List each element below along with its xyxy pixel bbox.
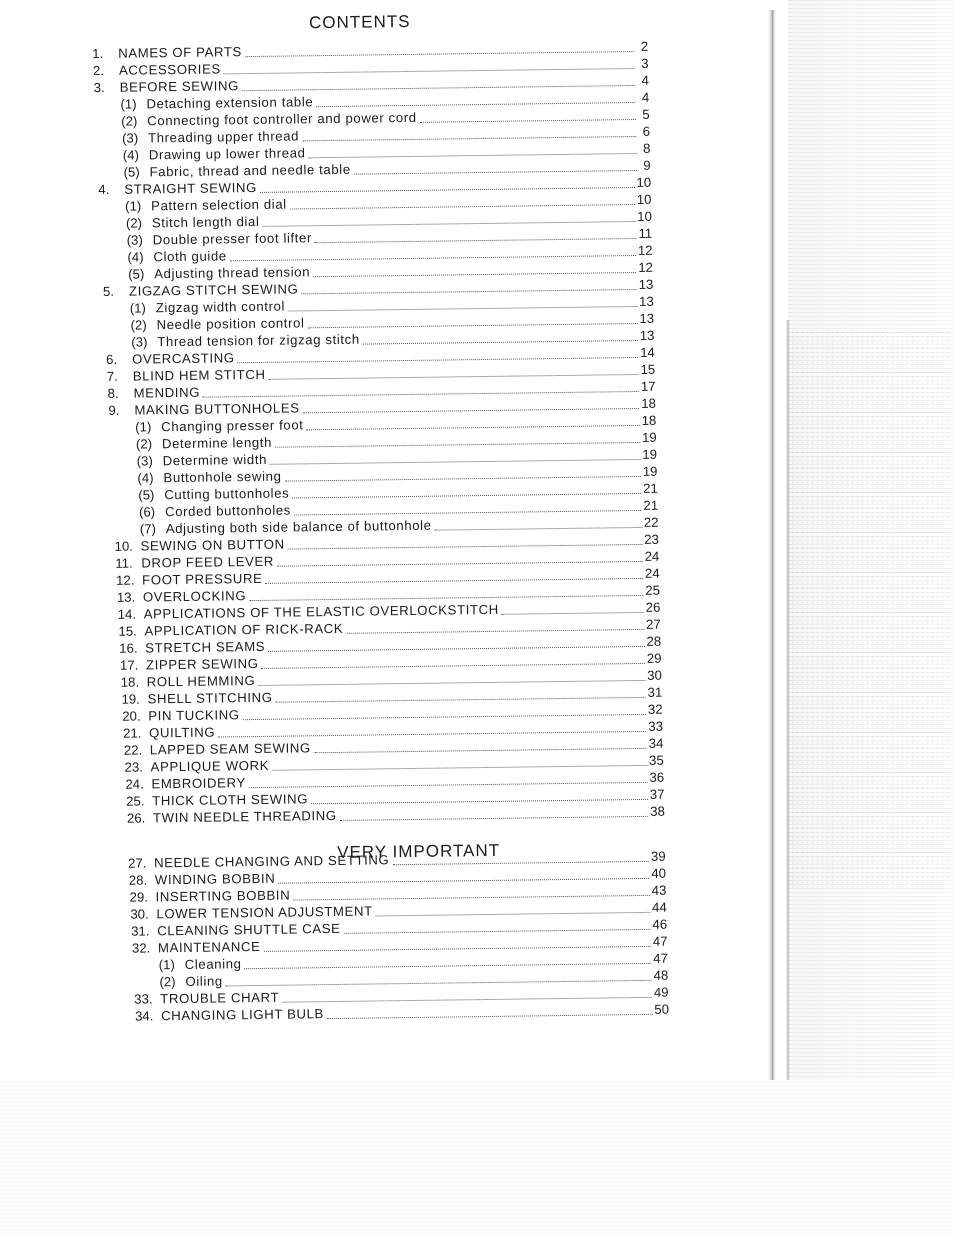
toc-entry-page: 9 — [643, 157, 651, 173]
dot-leader — [311, 798, 648, 804]
toc-entry-title: Pattern selection dial — [151, 196, 287, 214]
toc-entry-number: 23. — [124, 759, 144, 775]
dot-leader — [302, 288, 637, 294]
toc-entry-title: Detaching extension table — [146, 94, 314, 112]
toc-entry-title: STRETCH SEAMS — [145, 638, 266, 656]
dot-leader — [307, 424, 640, 430]
toc-entry-title: Threading upper thread — [147, 128, 300, 146]
toc-entry-number: (5) — [138, 487, 155, 503]
toc-entry-page: 25 — [645, 582, 661, 598]
toc-entry-number: 12. — [116, 572, 135, 588]
dot-leader — [314, 747, 647, 753]
toc-entry-title: ACCESSORIES — [118, 61, 221, 78]
toc-entry-title: Fabric, thread and needle table — [149, 161, 351, 180]
toc-entry-number: (2) — [121, 113, 138, 129]
toc-entry-title: EMBROIDERY — [151, 775, 246, 792]
toc-entry-number: 22. — [123, 742, 143, 758]
toc-entry-page: 47 — [653, 950, 668, 966]
dot-leader — [346, 628, 644, 634]
dot-leader — [363, 339, 638, 345]
toc-entry-page: 34 — [648, 735, 664, 751]
toc-entry-page: 39 — [650, 848, 666, 864]
toc-entry-title: Cloth guide — [153, 248, 227, 265]
dot-leader — [285, 475, 641, 482]
toc-entry-number: 21. — [122, 725, 142, 741]
toc-entry-title: Buttonhole sewing — [163, 468, 282, 486]
toc-entry-title: Cutting buttonholes — [164, 485, 290, 503]
toc-entry-title: Cleaning — [184, 956, 242, 972]
toc-entry-page: 12 — [638, 259, 654, 275]
toc-entry-title: Oiling — [185, 973, 223, 989]
toc-entry-number: 1. — [92, 45, 104, 62]
dot-leader — [316, 101, 635, 107]
toc-entry-title: Double presser foot lifter — [152, 230, 313, 248]
toc-entry-title: APPLICATIONS OF THE ELASTIC OVERLOCKSTITCH — [143, 601, 499, 622]
toc-entry-number: 24. — [125, 776, 144, 792]
toc-entry-number: 20. — [122, 708, 141, 724]
toc-entry-page: 24 — [644, 548, 660, 564]
toc-entry-title: THICK CLOTH SEWING — [152, 791, 309, 809]
toc-entry-page: 24 — [644, 565, 660, 581]
dot-leader — [344, 928, 651, 934]
toc-entry-title: Determine width — [162, 451, 268, 469]
toc-entry-number: 30. — [130, 906, 149, 922]
toc-entry-page: 5 — [642, 106, 650, 122]
toc-entry-page: 6 — [642, 123, 651, 139]
dot-leader — [376, 911, 650, 917]
toc-entry-page: 23 — [644, 531, 660, 547]
toc-entry-number: (4) — [137, 470, 154, 486]
toc-entry-page: 32 — [647, 701, 663, 717]
toc-entry-page: 15 — [640, 361, 656, 377]
toc-entry-number: (2) — [135, 436, 153, 452]
toc-entry-page: 17 — [640, 378, 656, 394]
toc-entry-number: 15. — [118, 623, 137, 639]
toc-entry-number: (5) — [123, 164, 140, 180]
toc-entry-number: (3) — [136, 453, 153, 469]
toc-entry-title: Connecting foot controller and power cord — [147, 109, 417, 129]
toc-entry-title: Thread tension for zigzag stitch — [157, 331, 360, 350]
toc-entry-page: 38 — [650, 803, 665, 819]
toc-entry-page: 18 — [641, 395, 657, 411]
toc-entry-number: 6. — [105, 351, 118, 367]
toc-entry-title: NEEDLE CHANGING AND SETTING — [153, 852, 390, 871]
toc-entry-page: 28 — [646, 633, 662, 649]
toc-entry-number: (3) — [131, 334, 148, 350]
toc-entry-page: 46 — [652, 916, 668, 932]
toc-entry-page: 3 — [641, 55, 649, 71]
toc-entry-page: 4 — [641, 89, 650, 105]
toc-entry-title: Corded buttonholes — [164, 502, 292, 520]
toc-entry-number: 31. — [131, 923, 150, 939]
toc-entry-number: 34. — [134, 1008, 154, 1024]
dot-leader — [309, 152, 637, 158]
dot-leader — [303, 407, 640, 413]
toc-entry-page: 4 — [641, 72, 649, 88]
toc-entry-page: 13 — [639, 310, 655, 326]
toc-entry-number: (1) — [129, 300, 146, 316]
dot-leader — [292, 492, 641, 499]
toc-entry-number: 13. — [116, 589, 136, 605]
toc-entry-title: SHELL STITCHING — [147, 689, 273, 707]
toc-entry-number: 19. — [121, 691, 140, 707]
toc-entry-page: 13 — [638, 293, 654, 309]
toc-entry-number: (1) — [135, 419, 152, 435]
toc-entry-title: WINDING BOBBIN — [154, 870, 276, 888]
toc-entry-title: MAINTENANCE — [157, 938, 261, 956]
toc-entry-title: CLEANING SHUTTLE CASE — [157, 920, 341, 939]
toc-entry-title: BEFORE SEWING — [119, 78, 239, 95]
toc-entry-page: 37 — [649, 786, 665, 802]
toc-entry-title: STRAIGHT SEWING — [124, 179, 258, 197]
toc-entry-page: 10 — [636, 174, 652, 190]
toc-entry-number: (2) — [159, 974, 176, 990]
toc-entry-page: 31 — [647, 684, 663, 700]
toc-entry-page: 44 — [651, 899, 667, 915]
dot-leader — [315, 237, 637, 243]
toc-entry-title: Changing presser foot — [161, 417, 304, 435]
toc-entry-number: (2) — [130, 317, 147, 333]
toc-entry-title: LAPPED SEAM SEWING — [149, 740, 311, 758]
toc-entry-page: 13 — [639, 327, 655, 343]
toc-entry-title: TROUBLE CHART — [160, 989, 280, 1007]
toc-entry-page: 21 — [643, 497, 659, 513]
toc-entry-title: FOOT PRESSURE — [142, 570, 263, 588]
toc-entry-title: Zigzag width control — [155, 298, 286, 316]
dot-leader — [308, 322, 638, 328]
dot-leader — [354, 169, 637, 175]
toc-entry-title: Adjusting thread tension — [154, 264, 311, 282]
toc-entry-title: Drawing up lower thread — [148, 145, 306, 163]
contents-heading: CONTENTS — [308, 11, 411, 33]
toc-entry-number: (1) — [120, 96, 137, 112]
toc-entry-number: 7. — [106, 368, 118, 384]
toc-entry-page: 36 — [649, 769, 665, 785]
toc-entry-number: 2. — [92, 62, 105, 79]
toc-entry-page: 47 — [652, 933, 668, 949]
toc-entry-number: 11. — [115, 555, 133, 571]
toc-entry-page: 18 — [641, 412, 657, 428]
toc-entry-page: 49 — [653, 984, 669, 1000]
toc-entry-number: 17. — [119, 657, 139, 673]
toc-entry-title: LOWER TENSION ADJUSTMENT — [156, 903, 373, 922]
scan-noise-bottom — [0, 1080, 954, 1235]
toc-entry-title: PIN TUCKING — [148, 707, 240, 724]
toc-entry-title: APPLIQUE WORK — [150, 757, 270, 775]
dot-leader — [340, 815, 649, 821]
toc-entry-title: NAMES OF PARTS — [118, 44, 242, 61]
dot-leader — [288, 305, 637, 312]
toc-entry-page: 10 — [636, 191, 652, 207]
toc-entry-number: (6) — [138, 504, 156, 520]
toc-entry-number: 16. — [119, 640, 138, 656]
dot-leader — [293, 894, 649, 901]
dot-leader — [313, 271, 636, 277]
dot-leader — [290, 203, 635, 210]
very-important-heading: VERY IMPORTANT — [337, 840, 501, 862]
dot-leader — [435, 526, 642, 531]
toc-entry-title: APPLICATION OF RICK-RACK — [144, 620, 344, 639]
dot-leader — [392, 860, 649, 865]
toc-entry-page: 33 — [648, 718, 664, 734]
toc-entry-number: 3. — [93, 79, 105, 96]
toc-entry-number: 33. — [134, 991, 153, 1007]
toc-entry-number: (2) — [125, 215, 143, 231]
toc-entry-page: 22 — [643, 514, 659, 530]
dot-leader — [327, 1013, 652, 1019]
toc-entry-number: 10. — [114, 538, 134, 554]
dot-leader — [288, 543, 643, 550]
toc-entry-title: Needle position control — [156, 315, 305, 333]
toc-entry-page: 14 — [640, 344, 655, 360]
toc-entry-page: 27 — [646, 616, 661, 632]
toc-entry-title: QUILTING — [148, 724, 216, 741]
toc-entry-page: 12 — [637, 242, 653, 258]
toc-entry-page: 35 — [648, 752, 664, 768]
dot-leader — [420, 118, 636, 123]
toc-entry-title: Adjusting both side balance of buttonhole — [165, 517, 432, 537]
toc-entry-page: 10 — [637, 208, 652, 224]
toc-entry-title: INSERTING BOBBIN — [155, 887, 291, 905]
toc-entry-title: DROP FEED LEVER — [141, 553, 275, 571]
toc-entry-number: (4) — [127, 249, 144, 265]
toc-entry-number: 26. — [126, 810, 146, 826]
toc-entry-number: (4) — [122, 147, 140, 163]
toc-entry-page: 40 — [651, 865, 667, 881]
toc-entry-page: 30 — [647, 667, 662, 683]
toc-entry-title: MENDING — [133, 384, 201, 401]
toc-entry-title: ROLL HEMMING — [146, 673, 256, 690]
toc-entry-title: BLIND HEM STITCH — [132, 366, 266, 384]
toc-entry-page: 50 — [654, 1001, 670, 1017]
toc-entry-title: SEWING ON BUTTON — [140, 536, 285, 554]
toc-entry-title: OVERLOCKING — [142, 588, 247, 605]
toc-entry-page: 19 — [641, 429, 657, 445]
toc-entry-title: Determine length — [161, 434, 273, 452]
toc-entry-number: 18. — [120, 674, 140, 690]
toc-entry-page: 29 — [646, 650, 662, 666]
dot-leader — [302, 135, 636, 141]
toc-entry-number: (1) — [125, 198, 142, 214]
toc-entry-number: 27. — [127, 855, 147, 871]
toc-entry-page: 19 — [642, 446, 658, 462]
toc-entry-title: TWIN NEEDLE THREADING — [152, 807, 337, 826]
toc-entry-number: 9. — [108, 402, 120, 418]
toc-entry-title: CHANGING LIGHT BULB — [160, 1006, 324, 1024]
toc-entry-number: 8. — [107, 385, 119, 401]
toc-entry-number: 4. — [98, 181, 110, 198]
toc-entry-page: 21 — [643, 480, 658, 496]
toc-entry-number: (3) — [126, 232, 143, 248]
toc-entry-number: (1) — [158, 957, 175, 973]
toc-entry-title: ZIPPER SEWING — [145, 655, 259, 673]
toc-entry-number: 28. — [128, 872, 148, 888]
dot-leader — [502, 611, 644, 615]
toc-entry-title: Stitch length dial — [151, 213, 260, 231]
toc-entry-page: 48 — [653, 967, 669, 983]
toc-entry-page: 2 — [640, 38, 649, 54]
toc-entry-number: 25. — [126, 793, 145, 809]
scan-speckle — [790, 330, 950, 890]
toc-entry-number: 32. — [131, 940, 151, 956]
toc-entry-number: (7) — [139, 521, 157, 537]
toc-entry-title: MAKING BUTTONHOLES — [134, 400, 300, 418]
toc-entry-page: 8 — [642, 140, 651, 156]
toc-entry-number: 14. — [117, 606, 137, 622]
dot-leader — [294, 509, 642, 516]
toc-entry-number: 29. — [129, 889, 149, 905]
toc-entry-title: OVERCASTING — [131, 350, 235, 367]
toc-entry-number: 5. — [102, 283, 115, 299]
toc-entry-number: (5) — [128, 266, 145, 282]
toc-entry-number: (3) — [121, 130, 139, 146]
toc-entry-page: 11 — [638, 225, 653, 241]
toc-entry-page: 19 — [642, 463, 658, 479]
toc-entry-title: ZIGZAG STITCH SEWING — [128, 281, 299, 299]
toc-entry-page: 26 — [645, 599, 661, 615]
toc-entry-page: 13 — [638, 276, 654, 292]
toc-entry-page: 43 — [651, 882, 667, 898]
